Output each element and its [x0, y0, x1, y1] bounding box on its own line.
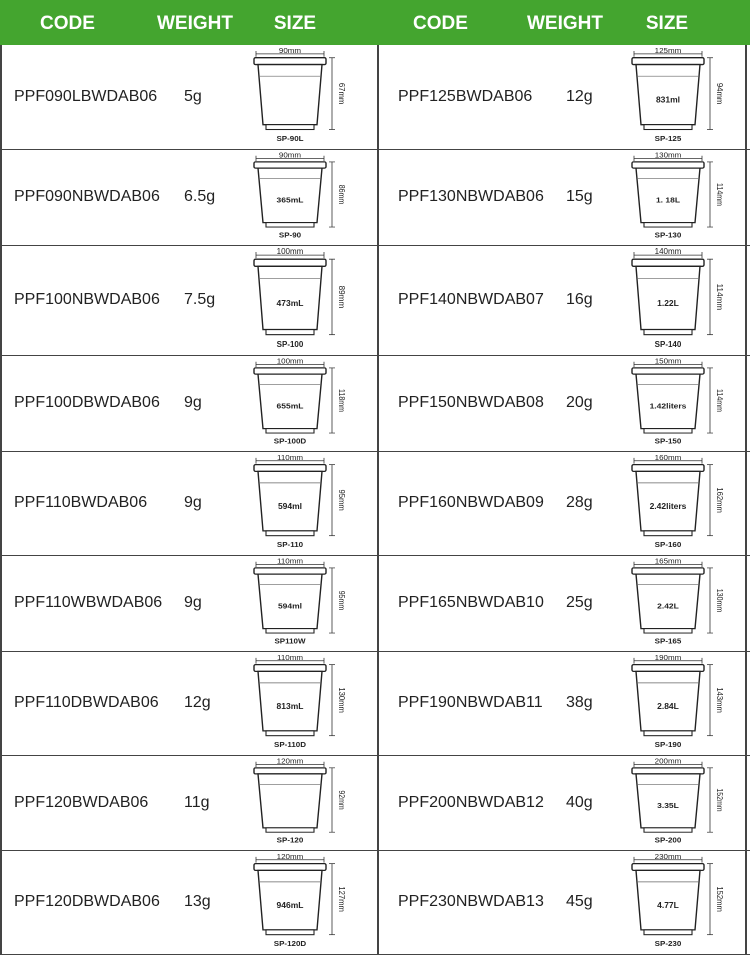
pot-diagram	[250, 756, 350, 847]
product-code: PPF190NBWDAB11	[398, 694, 543, 711]
pot-base	[644, 125, 692, 130]
width-label: 165mm	[654, 556, 682, 566]
pot-diagram	[628, 756, 728, 847]
product-weight: 5g	[184, 87, 202, 105]
pot-diagram	[628, 851, 728, 951]
width-label: 150mm	[654, 356, 682, 366]
product-weight: 28g	[566, 494, 593, 511]
volume-label: 2.84L	[657, 700, 679, 711]
pot-base	[644, 223, 692, 227]
table-row	[0, 45, 750, 150]
pot-base	[644, 629, 692, 633]
pot-rim	[632, 864, 704, 871]
product-weight: 9g	[184, 494, 202, 511]
width-label: 90mm	[278, 45, 302, 55]
volume-label: 1.22L	[657, 298, 679, 309]
product-code: PPF140NBWDAB07	[398, 291, 544, 308]
pot-rim	[632, 259, 704, 266]
volume-label: 3.35L	[657, 801, 679, 810]
product-weight: 12g	[566, 87, 593, 105]
width-label: 90mm	[278, 150, 302, 160]
pot-rim	[632, 162, 704, 168]
pot-base	[266, 731, 314, 736]
table-row	[0, 452, 750, 556]
pot-rim	[632, 58, 704, 65]
pot-rim	[632, 568, 704, 574]
height-label: 114mm	[714, 183, 725, 206]
pot-rim	[632, 465, 704, 472]
height-label: 92mm	[336, 790, 347, 810]
pot-diagram	[250, 851, 350, 951]
table-row	[0, 246, 750, 356]
volume-label: 365mL	[276, 195, 304, 205]
product-weight: 13g	[184, 893, 211, 910]
volume-label: 4.77L	[657, 899, 679, 910]
pot-diagram	[628, 652, 728, 752]
product-code: PPF125BWDAB06	[398, 87, 533, 105]
pot-diagram	[250, 556, 350, 648]
volume-label: 831ml	[655, 94, 681, 105]
table-row	[0, 150, 750, 246]
product-weight: 12g	[184, 694, 211, 711]
pot-diagram	[628, 247, 728, 352]
volume-label: 2.42liters	[649, 500, 687, 511]
pot-rim	[254, 568, 326, 574]
width-label: 190mm	[654, 652, 682, 662]
pot-base	[266, 629, 314, 633]
width-label: 200mm	[654, 756, 682, 766]
pot-rim	[254, 768, 326, 774]
width-label: 140mm	[654, 247, 682, 257]
column-divider	[377, 45, 379, 955]
header-size-right: SIZE	[645, 13, 689, 34]
pot-diagram	[250, 150, 350, 242]
pot-rim	[632, 665, 704, 672]
volume-label: 473mL	[276, 298, 304, 309]
model-label: SP-110	[276, 540, 304, 550]
width-label: 130mm	[654, 150, 682, 160]
width-label: 100mm	[276, 356, 304, 366]
pot-diagram	[628, 556, 728, 648]
product-weight: 40g	[566, 793, 593, 811]
height-label: 95mm	[336, 489, 347, 511]
product-code: PPF110DBWDAB06	[14, 694, 159, 711]
pot-base	[644, 731, 692, 736]
model-label: SP-165	[654, 637, 682, 646]
product-weight: 15g	[566, 188, 593, 205]
product-code: PPF090LBWDAB06	[14, 87, 158, 105]
product-weight: 7.5g	[184, 291, 216, 308]
height-label: 152mm	[714, 788, 725, 812]
product-weight: 9g	[184, 394, 202, 411]
header-weight-left: WEIGHT	[157, 13, 233, 34]
column-divider	[0, 45, 2, 955]
volume-label: 813mL	[276, 700, 304, 711]
pot-diagram	[628, 45, 728, 146]
pot-base	[266, 125, 314, 130]
model-label: SP-230	[654, 939, 682, 949]
product-weight: 45g	[566, 893, 593, 910]
model-label: SP-100	[276, 339, 304, 349]
width-label: 100mm	[276, 247, 304, 257]
height-label: 86mm	[336, 184, 347, 205]
width-label: 160mm	[654, 452, 682, 462]
height-label: 130mm	[714, 588, 725, 613]
model-label: SP-90	[278, 231, 302, 240]
header-code-left: CODE	[40, 13, 95, 34]
product-code: PPF110BWDAB06	[14, 494, 148, 511]
product-code: PPF120DBWDAB06	[14, 893, 160, 910]
width-label: 125mm	[654, 45, 682, 55]
product-code: PPF150NBWDAB08	[398, 394, 544, 411]
table-row	[0, 652, 750, 756]
height-label: 118mm	[336, 389, 347, 412]
product-code: PPF160NBWDAB09	[398, 494, 544, 511]
pot-base	[266, 828, 314, 832]
model-label: SP-100D	[273, 437, 307, 446]
product-code: PPF110WBWDAB06	[14, 594, 163, 611]
pot-base	[644, 828, 692, 832]
pot-base	[266, 223, 314, 227]
model-label: SP-110D	[274, 740, 306, 750]
volume-label: 1. 18L	[655, 195, 681, 205]
table-row	[0, 356, 750, 452]
pot-rim	[254, 259, 326, 266]
header-weight-right: WEIGHT	[527, 13, 603, 34]
height-label: 162mm	[714, 487, 725, 513]
model-label: SP-200	[654, 836, 682, 845]
product-code: PPF100DBWDAB06	[14, 394, 160, 411]
product-weight: 25g	[566, 594, 593, 611]
pot-base	[266, 531, 314, 536]
pot-base	[644, 429, 692, 433]
height-label: 152mm	[714, 886, 725, 912]
volume-label: 2.42L	[657, 601, 679, 611]
width-label: 120mm	[276, 851, 304, 861]
model-label: SP-150	[654, 437, 682, 446]
product-code: PPF165NBWDAB10	[398, 594, 544, 611]
product-code: PPF230NBWDAB13	[398, 893, 544, 910]
volume-label: 594ml	[277, 601, 303, 611]
product-weight: 6.5g	[184, 188, 216, 205]
height-label: 89mm	[337, 285, 346, 309]
pot-diagram	[250, 356, 350, 448]
height-label: 95mm	[336, 590, 347, 611]
product-weight: 16g	[566, 291, 593, 308]
product-code: PPF130NBWDAB06	[398, 188, 544, 205]
pot-base	[266, 930, 314, 935]
pot-rim	[254, 465, 326, 472]
pot-diagram	[250, 45, 350, 146]
width-label: 110mm	[276, 556, 304, 566]
width-label: 120mm	[276, 756, 304, 766]
width-label: 110mm	[276, 652, 304, 662]
product-code: PPF120BWDAB06	[14, 793, 149, 811]
model-label: SP-120	[276, 836, 304, 845]
product-weight: 38g	[566, 694, 593, 711]
pot-rim	[254, 665, 326, 672]
model-label: SP-120D	[273, 939, 307, 949]
product-code: PPF100NBWDAB06	[14, 291, 160, 308]
model-label: SP-160	[654, 540, 682, 550]
model-label: SP-130	[654, 231, 682, 240]
product-code: PPF090NBWDAB06	[14, 188, 160, 205]
model-label: SP-190	[654, 740, 682, 750]
pot-rim	[632, 368, 704, 374]
pot-diagram	[250, 452, 350, 552]
pot-base	[644, 930, 692, 935]
pot-body	[258, 65, 322, 125]
height-label: 67mm	[336, 82, 347, 105]
pot-base	[644, 531, 692, 536]
height-label: 127mm	[336, 886, 347, 912]
width-label: 110mm	[276, 452, 304, 462]
pot-rim	[254, 368, 326, 374]
height-label: 114mm	[714, 389, 725, 412]
product-weight: 9g	[184, 594, 202, 611]
product-code: PPF200NBWDAB12	[398, 793, 544, 811]
height-label: 130mm	[336, 687, 347, 713]
model-label: SP-90L	[276, 134, 304, 144]
pot-base	[266, 330, 314, 335]
table-row	[0, 851, 750, 955]
model-label: SP-125	[654, 134, 682, 144]
height-label: 94mm	[714, 82, 725, 105]
pot-body	[258, 774, 322, 828]
pot-base	[266, 429, 314, 433]
column-divider	[745, 45, 747, 955]
model-label: SP110W	[274, 637, 306, 646]
pot-diagram	[250, 652, 350, 752]
pot-diagram	[250, 247, 350, 352]
width-label: 230mm	[654, 851, 682, 861]
volume-label: 1.42liters	[649, 401, 687, 411]
pot-diagram	[628, 150, 728, 242]
volume-label: 655mL	[276, 401, 304, 411]
table-row	[0, 756, 750, 851]
volume-label: 594ml	[277, 500, 303, 511]
pot-rim	[254, 864, 326, 871]
header-size-left: SIZE	[273, 13, 317, 34]
pot-rim	[632, 768, 704, 774]
pot-rim	[254, 162, 326, 168]
product-weight: 11g	[184, 793, 210, 811]
pot-diagram	[628, 452, 728, 552]
pot-base	[644, 330, 692, 335]
pot-rim	[254, 58, 326, 65]
table-row	[0, 556, 750, 652]
pot-diagram	[628, 356, 728, 448]
height-label: 143mm	[714, 687, 725, 713]
product-weight: 20g	[566, 394, 593, 411]
header-code-right: CODE	[413, 13, 468, 34]
height-label: 114mm	[715, 283, 724, 311]
model-label: SP-140	[654, 339, 682, 349]
table-header	[0, 0, 750, 45]
volume-label: 946mL	[276, 899, 304, 910]
